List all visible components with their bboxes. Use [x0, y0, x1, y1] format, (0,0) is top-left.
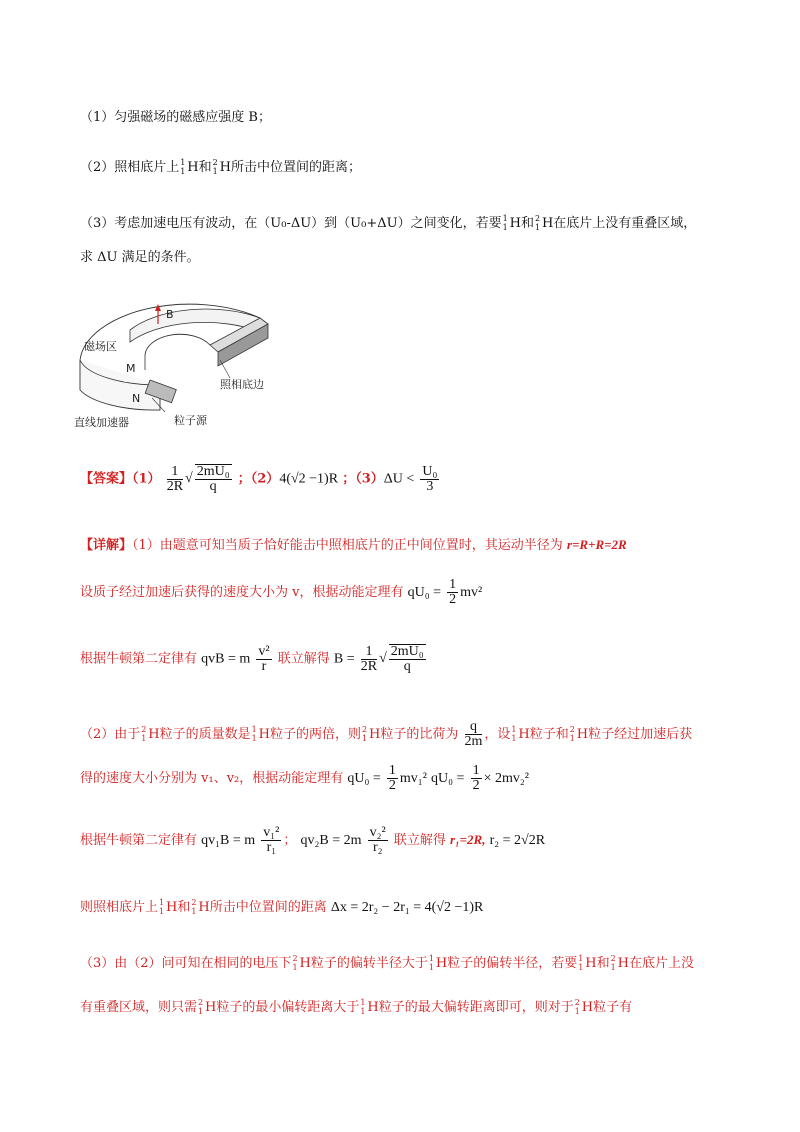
isotope-2H: 2 1	[212, 157, 218, 176]
question-2-and: 和	[198, 160, 212, 175]
label-film: 照相底边	[220, 378, 264, 391]
answer-tag: 【答案】	[80, 471, 133, 487]
isotope-1H: 1 1	[502, 213, 508, 232]
question-3-line2: 求 ΔU 满足的条件。	[80, 250, 200, 265]
label-field: 磁场区	[84, 340, 117, 353]
detail-line-9: 有重叠区域，则只需 2 1 H粒子的最小偏转距离大于 1 1 H粒子的最大偏转距离即可，则对于 2 1 H粒子有	[80, 997, 633, 1016]
label-B: B	[166, 308, 174, 321]
detail-line-6: 根据牛顿第二定律有 qv₁B = m $\frac{\text{v₁²}}{\text{r₁}}$ ； qv₂B = 2m $\frac{\text{v₂²}}{\text{r₂}}$ 联立解得 r₁=2R, r₂ = 2√2R	[80, 825, 546, 855]
isotope-2H: 2 1	[534, 213, 541, 232]
question-2-suffix: 所击中位置间的距离；	[230, 160, 361, 175]
label-N: N	[132, 392, 141, 405]
detail-line-1: 【详解】（1）由题意可知当质子恰好能击中照相底片的正中间位置时，其运动半径为 r=R+R=2R	[80, 537, 627, 553]
question-3-line1: （3）考虑加速电压有波动，在（U₀-ΔU）到（U₀+ΔU）之间变化，若要 1 1 H和 2 1 H在底片上没有重叠区域，	[80, 213, 697, 232]
detail-tag: 【详解】	[80, 538, 133, 553]
detail-line-7: 则照相底片上 1 1 H和 2 1 H所击中位置间的距离 Δx = 2r₂ − 2r₁ = 4(√2 −1)R	[80, 897, 484, 916]
detail-line-5: 得的速度大小分别为 v₁、v₂，根据动能定理有 qU₀ = $\frac{1}{2}$ mv₁² qU₀ = $\frac{1}{2}$ × 2mv₂²	[80, 763, 529, 793]
apparatus-diagram	[70, 290, 270, 440]
question-2: （2）照相底片上 1 1 H和 2 1 H所击中位置间的距离；	[80, 157, 361, 176]
label-accelerator: 直线加速器	[74, 416, 129, 429]
question-1: （1）匀强磁场的磁感应强度 B；	[80, 110, 271, 125]
label-M: M	[126, 362, 136, 375]
label-source: 粒子源	[174, 414, 207, 427]
isotope-1H: 1 1	[180, 157, 186, 176]
detail-line-4: （2）由于 2 1 H粒子的质量数是 1 1 H粒子的两倍，则 2 1 H粒子的比荷为 $\frac{q}{2m}$ ，设 1 1 H粒子和 2 1 H粒子经过加速后获	[80, 719, 693, 749]
question-2-text: （2）照相底片上	[80, 160, 180, 175]
detail-line-3: 根据牛顿第二定律有 qvB = m $\frac{\text{v²}}{r}$ 联立解得 B = $\frac{1}{2R}$ √ $\frac{\text{2mU₀}}{q}$	[80, 643, 424, 674]
answer-line: 【答案】（1） $\frac{1}{2R}$ √ $\frac{\text{2mU₀}}{q}$ ；（2）4(√2 −1)R ；（3）ΔU < $\frac{\text{U₀}}{3}$	[80, 463, 438, 494]
detail-line-2: 设质子经过加速后获得的速度大小为 v，根据动能定理有 qU₀ = $\frac{1}{2}$ mv²	[80, 577, 483, 607]
detail-line-8: （3）由（2）问可知在相同的电压下 2 1 H粒子的偏转半径大于 1 1 H粒子的偏转半径，若要 1 1 H和 2 1 H在底片上没	[80, 953, 694, 972]
